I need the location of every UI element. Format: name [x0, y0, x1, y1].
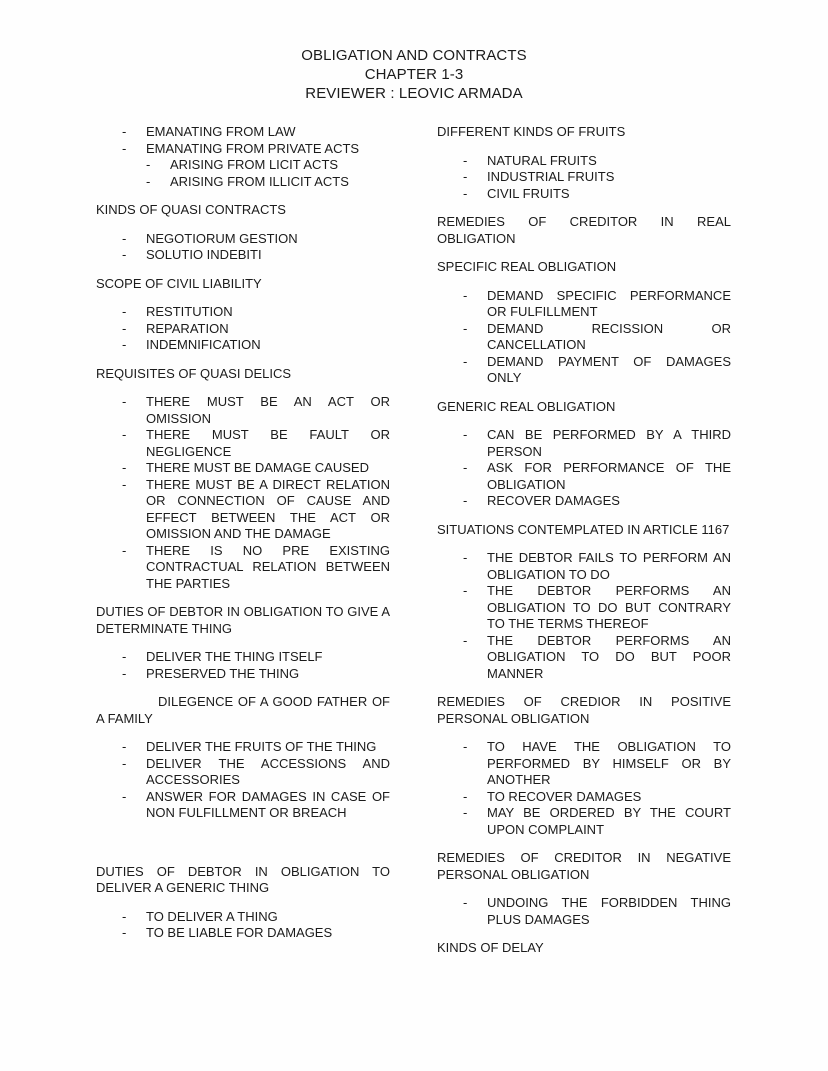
dash-bullet: -	[122, 124, 127, 139]
dash-bullet: -	[463, 632, 468, 648]
list-item-text: TO DELIVER A THING	[146, 908, 278, 924]
list-item	[437, 739, 731, 789]
dash-bullet: -	[463, 460, 468, 475]
list-item-text: THE DEBTOR PERFORMS AN OBLIGATION TO DO BUT POOR MANNER	[487, 632, 731, 681]
list-item	[437, 550, 731, 583]
list-item-text: THE DEBTOR PERFORMS AN OBLIGATION TO DO BUT CONTRARY TO THE TERMS THEREOF	[487, 583, 731, 631]
list-item	[96, 247, 390, 264]
two-column-layout	[0, 103, 828, 969]
list-item-text: THERE IS NO PRE EXISTING CONTRACTUAL RELATION BETWEEN THE PARTIES	[146, 542, 390, 591]
left-column	[96, 124, 390, 969]
bullet-list	[96, 304, 390, 354]
section-heading: REQUISITES OF QUASI DELICS	[96, 365, 292, 381]
list-item-text: DEMAND PAYMENT OF DAMAGES ONLY	[487, 353, 731, 385]
dash-bullet: -	[463, 152, 468, 168]
dash-bullet: -	[122, 476, 127, 492]
section-heading: DUTIES OF DEBTOR IN OBLIGATION TO GIVE A DETERMINATE THING	[96, 604, 390, 636]
section-heading: KINDS OF DELAY	[437, 940, 544, 955]
dash-bullet: -	[122, 542, 127, 558]
list-item	[96, 477, 390, 543]
section-heading: DIFFERENT KINDS OF FRUITS	[437, 124, 626, 139]
dash-bullet: -	[122, 755, 127, 771]
list-item	[437, 789, 731, 806]
list-item-text: MAY BE ORDERED BY THE COURT UPON COMPLAINT	[487, 805, 731, 837]
list-item-text: SOLUTIO INDEBITI	[146, 247, 262, 262]
list-item-text: THERE MUST BE DAMAGE CAUSED	[146, 460, 369, 475]
dash-bullet: -	[122, 427, 127, 442]
list-item-text: UNDOING THE FORBIDDEN THING PLUS DAMAGES	[487, 895, 731, 927]
bullet-list	[96, 739, 390, 822]
dash-bullet: -	[122, 665, 127, 681]
list-item	[437, 186, 731, 203]
document-title	[0, 0, 828, 103]
list-item	[437, 427, 731, 460]
list-item	[96, 789, 390, 822]
list-item	[437, 583, 731, 633]
list-item	[437, 493, 731, 510]
list-item-text: DELIVER THE ACCESSIONS AND ACCESSORIES	[146, 755, 390, 787]
section-heading: GENERIC REAL OBLIGATION	[437, 398, 616, 414]
vertical-spacer	[96, 834, 390, 864]
list-item-text: ANSWER FOR DAMAGES IN CASE OF NON FULFILLMENT OR BREACH	[146, 788, 390, 820]
bullet-list	[96, 231, 390, 264]
dash-bullet: -	[463, 320, 468, 336]
dash-bullet: -	[122, 320, 127, 336]
list-item	[96, 925, 390, 942]
dash-bullet: -	[122, 739, 127, 754]
list-item	[96, 337, 390, 354]
list-item-text: DEMAND SPECIFIC PERFORMANCE OR FULFILLMENT	[487, 287, 731, 319]
section-heading: REMEDIES OF CREDIOR IN POSITIVE PERSONAL OBLIGATION	[437, 694, 731, 726]
list-item-text: INDEMNIFICATION	[146, 337, 261, 352]
list-item-text: CIVIL FRUITS	[487, 185, 570, 201]
list-item	[96, 174, 390, 191]
list-item	[96, 649, 390, 666]
section-heading: REMEDIES OF CREDITOR IN REAL OBLIGATION	[437, 214, 731, 246]
dash-bullet: -	[463, 169, 468, 184]
dash-bullet: -	[463, 353, 468, 369]
bullet-list	[96, 909, 390, 942]
list-item-text: INDUSTRIAL FRUITS	[487, 169, 615, 184]
dash-bullet: -	[122, 908, 127, 924]
section-heading: SITUATIONS CONTEMPLATED IN ARTICLE 1167	[437, 521, 730, 537]
list-item	[96, 739, 390, 756]
bullet-list	[96, 394, 390, 592]
dash-bullet: -	[463, 493, 468, 508]
dash-bullet: -	[122, 460, 127, 475]
list-item	[96, 460, 390, 477]
indented-paragraph: DILEGENCE OF A GOOD FATHER OF A FAMILY	[96, 694, 390, 726]
list-item	[96, 124, 390, 141]
dash-bullet: -	[463, 805, 468, 820]
list-item-text: TO BE LIABLE FOR DAMAGES	[146, 925, 333, 940]
list-item	[437, 460, 731, 493]
dash-bullet: -	[463, 550, 468, 565]
section-heading: REMEDIES OF CREDITOR IN NEGATIVE PERSONAL OBLIGATION	[437, 850, 731, 882]
list-item	[437, 354, 731, 387]
list-item-text: EMANATING FROM LAW	[146, 124, 296, 139]
dash-bullet: -	[122, 140, 127, 156]
list-item	[437, 288, 731, 321]
dash-bullet: -	[122, 925, 127, 940]
list-item-text: PRESERVED THE THING	[146, 665, 300, 681]
bullet-list	[437, 427, 731, 510]
list-item	[437, 895, 731, 928]
dash-bullet: -	[146, 173, 151, 189]
dash-bullet: -	[122, 394, 127, 409]
list-item	[96, 394, 390, 427]
dash-bullet: -	[463, 583, 468, 598]
bullet-list	[96, 124, 390, 190]
list-item	[96, 231, 390, 248]
list-item	[96, 666, 390, 683]
list-item-text: EMANATING FROM PRIVATE ACTS	[146, 140, 360, 156]
dash-bullet: -	[122, 788, 127, 804]
list-item-text: TO HAVE THE OBLIGATION TO PERFORMED BY HIMSELF OR BY ANOTHER	[487, 739, 731, 787]
list-item-text: DELIVER THE THING ITSELF	[146, 649, 323, 664]
list-item-text: REPARATION	[146, 320, 229, 336]
section-heading: SCOPE OF CIVIL LIABILITY	[96, 275, 262, 291]
dash-bullet: -	[122, 649, 127, 664]
list-item-text: CAN BE PERFORMED BY A THIRD PERSON	[487, 427, 731, 459]
list-item-text: THERE MUST BE AN ACT OR OMISSION	[146, 394, 390, 426]
dash-bullet: -	[463, 895, 468, 910]
list-item-text: ARISING FROM LICIT ACTS	[170, 157, 339, 172]
dash-bullet: -	[463, 185, 468, 201]
list-item	[96, 304, 390, 321]
list-item	[96, 321, 390, 338]
list-item-text: THE DEBTOR FAILS TO PERFORM AN OBLIGATION TO DO	[487, 550, 731, 582]
dash-bullet: -	[463, 287, 468, 303]
dash-bullet: -	[122, 247, 127, 262]
dash-bullet: -	[463, 427, 468, 442]
right-column	[437, 124, 731, 969]
list-item	[437, 633, 731, 683]
dash-bullet: -	[146, 157, 151, 172]
list-item	[96, 141, 390, 158]
list-item	[437, 805, 731, 838]
section-heading: SPECIFIC REAL OBLIGATION	[437, 259, 617, 274]
list-item	[96, 543, 390, 593]
list-item-text: THERE MUST BE A DIRECT RELATION OR CONNECTION OF CAUSE AND EFFECT BETWEEN THE ACT OR OMISSION AND THE DAMAGE	[146, 476, 390, 541]
list-item-text: THERE MUST BE FAULT OR NEGLIGENCE	[146, 427, 390, 459]
bullet-list	[437, 153, 731, 203]
bullet-list	[437, 550, 731, 682]
list-item	[437, 153, 731, 170]
list-item-text: ASK FOR PERFORMANCE OF THE OBLIGATION	[487, 460, 731, 492]
list-item	[96, 909, 390, 926]
title-line-2: CHAPTER 1-3	[364, 66, 464, 83]
list-item-text: NEGOTIORUM GESTION	[146, 230, 298, 246]
list-item-text: NATURAL FRUITS	[487, 152, 597, 168]
list-item-text: ARISING FROM ILLICIT ACTS	[170, 173, 349, 189]
dash-bullet: -	[122, 230, 127, 246]
bullet-list	[96, 649, 390, 682]
dash-bullet: -	[463, 788, 468, 804]
list-item	[96, 756, 390, 789]
dash-bullet: -	[122, 337, 127, 352]
list-item	[96, 157, 390, 174]
bullet-list	[437, 895, 731, 928]
list-item-text: DEMAND RECISSION OR CANCELLATION	[487, 320, 731, 352]
title-line-1: OBLIGATION AND CONTRACTS	[301, 47, 527, 64]
list-item-text: RECOVER DAMAGES	[487, 493, 620, 508]
dash-bullet: -	[122, 304, 127, 319]
bullet-list	[437, 739, 731, 838]
list-item-text: DELIVER THE FRUITS OF THE THING	[146, 739, 377, 754]
title-line-3: REVIEWER : LEOVIC ARMADA	[305, 85, 523, 102]
section-heading: KINDS OF QUASI CONTRACTS	[96, 202, 286, 217]
dash-bullet: -	[463, 739, 468, 754]
list-item	[96, 427, 390, 460]
list-item-text: TO RECOVER DAMAGES	[487, 788, 642, 804]
list-item	[437, 169, 731, 186]
list-item-text: RESTITUTION	[146, 304, 233, 319]
bullet-list	[437, 288, 731, 387]
section-heading: DUTIES OF DEBTOR IN OBLIGATION TO DELIVER A GENERIC THING	[96, 863, 390, 895]
list-item	[437, 321, 731, 354]
